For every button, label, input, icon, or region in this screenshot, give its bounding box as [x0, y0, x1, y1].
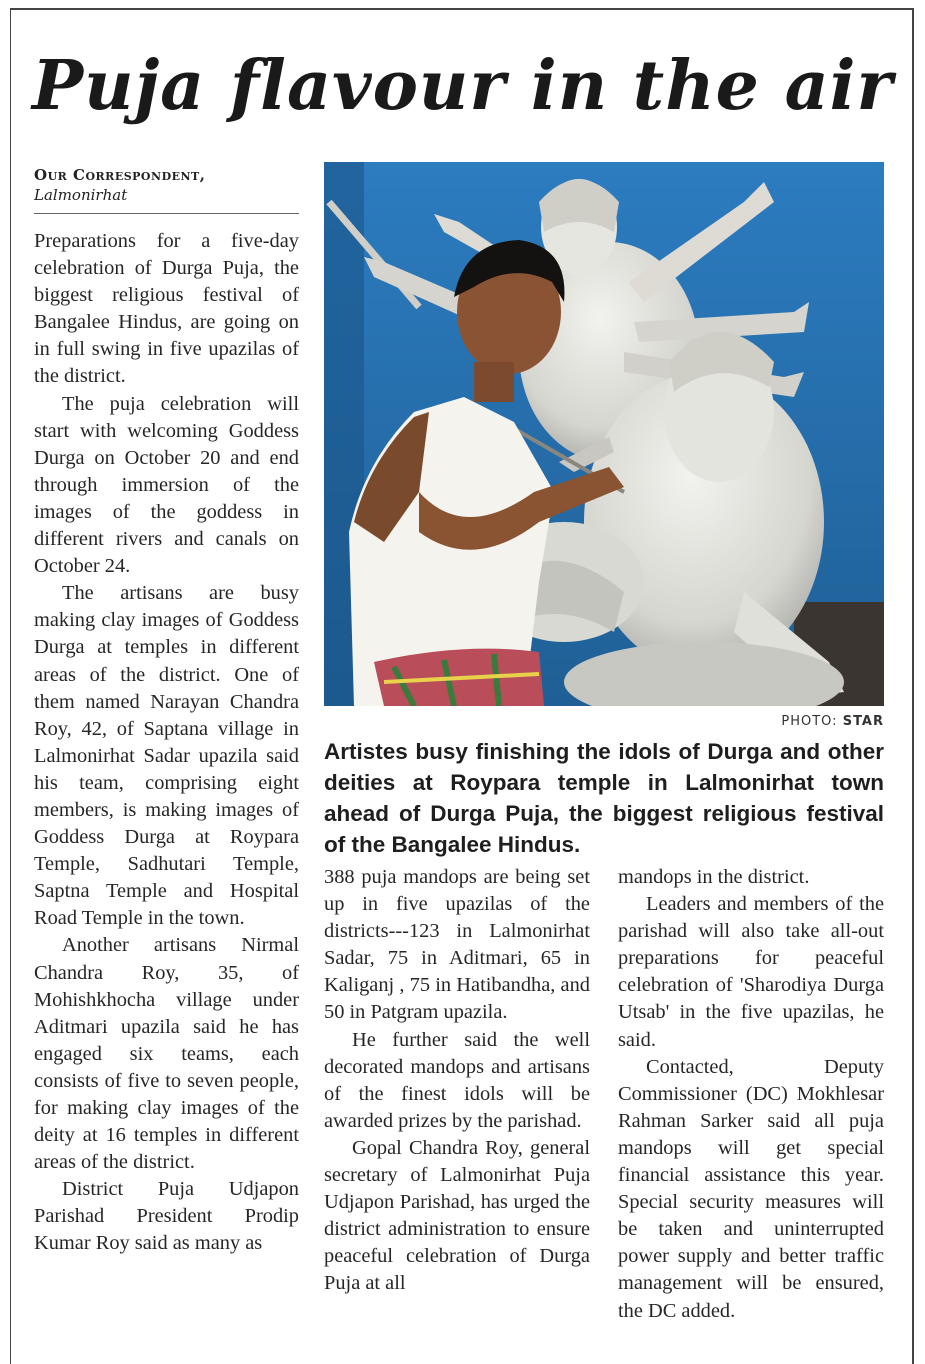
paragraph: Another artisans Nirmal Chandra Roy, 35, of Mohishkhocha village under Aditmari upazila said he has engaged six teams, each consists of five to seven people, for making clay images of the deity at 16 temples in different areas of the district. — [34, 934, 299, 1174]
byline — [34, 165, 299, 214]
byline-name: Our Correspondent, — [34, 166, 206, 184]
paragraph: mandops in the district. — [618, 866, 810, 888]
photo-caption: Artistes busy finishing the idols of Durga and other deities at Roypara temple in Lalmonirhat town ahead of Durga Puja, the biggest religious festival of the Bangalee Hindus. — [324, 739, 884, 857]
photo-credit-label: PHOTO: — [781, 714, 838, 729]
paragraph: 388 puja mandops are being set up in five upazilas of the districts---123 in Lalmonirhat Sadar, 75 in Aditmari, 65 in Kaliganj , 75 in Hatibandha, and 50 in Patgram upazila. — [324, 866, 590, 1024]
paragraph: Leaders and members of the parishad will also take all-out preparations for peaceful celebration of 'Sharodiya Durga Utsab' in the five upazilas, he said. — [618, 893, 884, 1051]
headline: Puja flavour in the air — [32, 46, 894, 126]
paragraph: Gopal Chandra Roy, general secretary of Lalmonirhat Puja Udjapon Parishad, has urged the district administration to ensure peaceful celebration of Durga Puja at all — [324, 1136, 590, 1295]
photo-illustration — [324, 162, 884, 706]
paragraph: The puja celebration will start with welcoming Goddess Durga on October 20 and end through immersion of the images of the goddess in different rivers and canals on October 24. — [34, 392, 299, 578]
article-column-3 — [618, 864, 884, 1325]
photo-credit — [600, 714, 884, 729]
photo-credit-source: STAR — [842, 714, 884, 729]
byline-place: Lalmonirhat — [34, 186, 128, 204]
paragraph: Preparations for a five-day celebration of Durga Puja, the biggest religious festival of Bangalee Hindus, are going on in full swing in five upazilas of the district. — [34, 230, 299, 388]
article-column-1 — [34, 228, 299, 1258]
paragraph: District Puja Udjapon Parishad President Prodip Kumar Roy said as many as — [34, 1178, 299, 1255]
paragraph: The artisans are busy making clay images of Goddess Durga at temples in different areas of the district. One of them named Narayan Chandra Roy, 42, of Saptana village in Lalmonirhat Sadar upazila said his team, comprising eight members, is making images of Goddess Durga at Roypara Temple, Sadhutari Temple, Saptna Temple and Hospital Road Temple in the town. — [34, 582, 299, 930]
paragraph: Contacted, Deputy Commissioner (DC) Mokhlesar Rahman Sarker said all puja mandops will get special financial assistance this year. Special security measures will be taken and uninterrupted power supply and better traffic management will be ensured, the DC added. — [618, 1055, 884, 1322]
article-photo — [324, 162, 884, 706]
article-column-2 — [324, 864, 590, 1298]
paragraph: He further said the well decorated mandops and artisans of the finest idols will be awarded prizes by the parishad. — [324, 1028, 590, 1132]
